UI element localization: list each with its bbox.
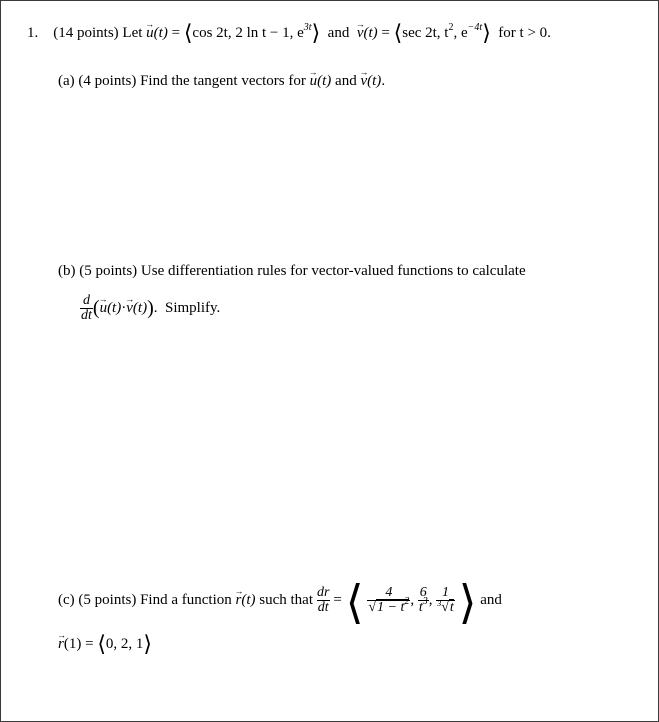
left-angle-bracket: ⟨ xyxy=(183,20,193,45)
part-b xyxy=(58,261,526,281)
fraction-3 xyxy=(436,586,455,615)
fraction-2-num: 6 xyxy=(419,585,427,601)
equals-sign-2: = xyxy=(377,25,394,41)
equals-sign: = xyxy=(167,25,184,41)
init-right-angle: ⟩ xyxy=(143,631,152,656)
part-a-u-arg: (t) xyxy=(317,73,332,89)
fraction-1-den: $√1 - t^2$ xyxy=(368,596,410,616)
v-components: sec 2t, t xyxy=(402,25,449,41)
init-left-angle: ⟨ xyxy=(97,631,106,656)
close-paren: ) xyxy=(147,297,154,319)
let-word: Let xyxy=(122,25,143,41)
part-b-label: (b) xyxy=(58,263,76,279)
problem-points: (14 points) xyxy=(53,25,119,41)
u-arg: (t) xyxy=(153,25,168,41)
part-b-u-symbol: → u xyxy=(100,293,108,323)
part-b-v-symbol: → v xyxy=(126,293,133,323)
part-a-text: Find the tangent vectors for xyxy=(140,73,306,89)
simplify-word: Simplify. xyxy=(165,300,221,316)
dr-dt-fraction xyxy=(317,586,330,615)
dot-operator: · xyxy=(121,300,127,316)
such-that: such that xyxy=(259,592,313,608)
fraction-3-den: $^3$√t xyxy=(437,599,454,616)
fraction-1 xyxy=(367,586,410,615)
and-word: and xyxy=(327,25,350,41)
part-a-v-arg: (t) xyxy=(367,73,382,89)
right-angle-bracket: ⟩ xyxy=(311,20,321,45)
fraction-1-radicand: 1 − t xyxy=(377,600,405,616)
fraction-2 xyxy=(418,586,429,615)
part-c: (c) (5 points) Find a function → r(t) such that $\frac{dr}{dt}$ = ⟨ $\frac{4}{√1 - t^2}$ , $\frac{6}{t^3}$ , $\frac{1}{^3√t}$ ⟩ and xyxy=(58,575,502,628)
fraction-3-radicand: t xyxy=(449,600,454,616)
part-a-points: (4 points) xyxy=(78,73,137,89)
part-a-end: . xyxy=(381,73,386,89)
part-a-and: and xyxy=(335,73,357,89)
part-b-text: Use differentiation rules for vector-valued functions to calculate xyxy=(140,263,526,279)
initial-condition: → r(1) = ⟨0, 2, 1⟩ xyxy=(58,634,152,654)
fraction-3-num: 1 xyxy=(442,585,450,601)
fraction-3-index: 3 xyxy=(437,599,442,609)
part-b-v-arg: (t) xyxy=(132,300,148,316)
part-c-and: and xyxy=(480,592,502,608)
part-c-points: (5 points) xyxy=(78,592,137,608)
part-c-label: (c) xyxy=(58,592,75,608)
init-r-symbol: → r xyxy=(58,634,64,654)
part-a-v-symbol: → v xyxy=(360,71,367,91)
v-arg: (t) xyxy=(363,25,378,41)
dr-numerator: dr xyxy=(316,585,330,601)
v-square: 2 xyxy=(448,22,454,33)
fraction-1-square: 2 xyxy=(404,596,410,608)
part-b-points: (5 points) xyxy=(79,263,138,279)
problem-number: 1. xyxy=(27,25,39,41)
v-last: , e xyxy=(453,25,468,41)
fraction-2-den xyxy=(418,596,429,616)
part-a xyxy=(58,71,385,91)
r-arg: (t) xyxy=(241,592,256,608)
u-exponent: 3t xyxy=(303,22,312,33)
problem-statement xyxy=(27,20,551,45)
r-vector-symbol: → r xyxy=(235,575,241,625)
init-arg: (1) xyxy=(63,636,82,652)
d-dt-fraction xyxy=(80,294,93,323)
part-a-u-symbol: → u xyxy=(310,71,318,91)
part-b-u-arg: (t) xyxy=(107,300,122,316)
v-exponent: −4t xyxy=(467,22,483,33)
open-paren: ( xyxy=(92,297,100,319)
condition: for t > 0. xyxy=(498,25,551,41)
part-b-expression: $\frac{d}{dt}$ (→ u(t)·→ v(t)). Simplify. xyxy=(80,293,220,323)
u-vector-symbol: → u xyxy=(146,23,154,43)
dt-denominator-c: dt xyxy=(317,600,329,616)
init-value: 0, 2, 1 xyxy=(105,636,144,652)
part-c-text: Find a function xyxy=(140,592,232,608)
big-right-angle: ⟩ xyxy=(458,577,477,628)
u-components: cos 2t, 2 ln t − 1, e xyxy=(192,25,304,41)
left-angle-bracket-2: ⟨ xyxy=(393,20,403,45)
fraction-2-base: t xyxy=(418,600,423,616)
right-angle-bracket-2: ⟩ xyxy=(482,20,491,45)
fraction-1-num: 4 xyxy=(385,585,393,601)
big-left-angle: ⟨ xyxy=(345,577,364,628)
part-a-label: (a) xyxy=(58,73,75,89)
v-vector-symbol: → v xyxy=(357,23,364,43)
fraction-2-exp: 3 xyxy=(422,596,428,608)
d-numerator: d xyxy=(82,293,90,309)
dt-denominator: dt xyxy=(81,308,92,324)
